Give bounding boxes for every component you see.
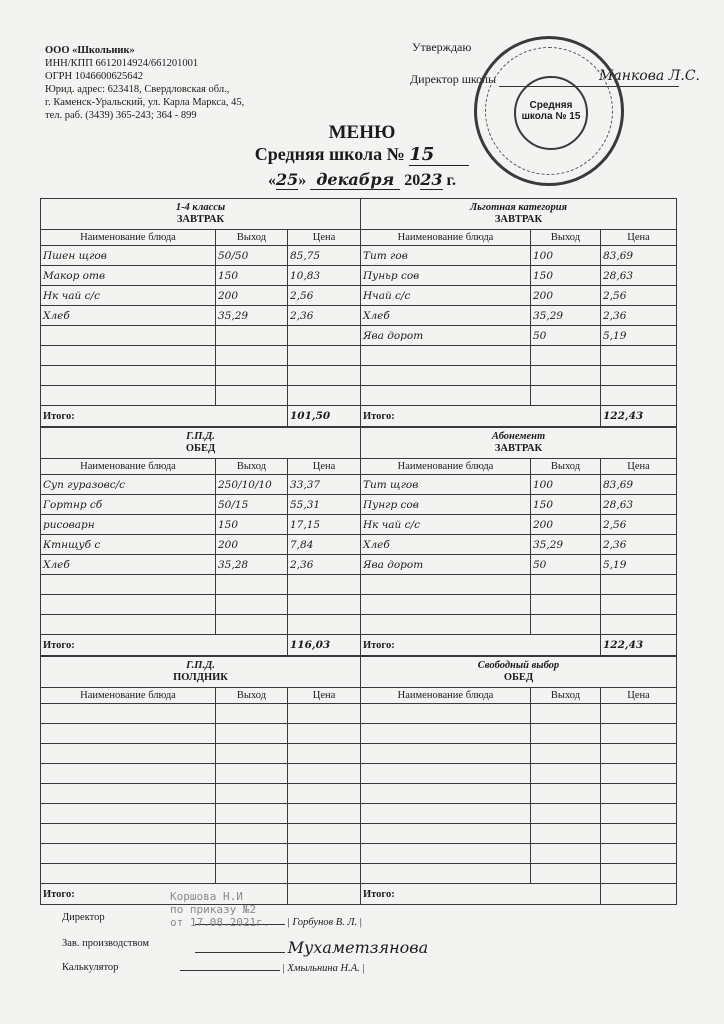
table-row [361, 535, 677, 555]
dish-name: Пшен щгов [41, 246, 216, 266]
dish-name: Хлеб [361, 535, 531, 555]
sig-prod-line [195, 938, 428, 957]
overlay-line-3: от 17.08.2021г. [170, 916, 270, 929]
dish-out [531, 346, 601, 366]
dish-price: 10,83 [288, 266, 361, 286]
dish-name: Пунгр сов [361, 495, 531, 515]
sig-prod-signature: Мухаметзянова [287, 938, 429, 957]
table-row [361, 844, 677, 864]
dish-out [216, 575, 288, 595]
dish-price: 5,19 [601, 326, 677, 346]
col-header-price: Цена [601, 459, 677, 475]
section-header [41, 199, 361, 230]
table-row [41, 704, 361, 724]
dish-name [361, 764, 531, 784]
table-row [41, 764, 361, 784]
sig-prod-label: Зав. производством [62, 938, 150, 949]
dish-name [361, 386, 531, 406]
dish-out [216, 824, 288, 844]
dish-price: 33,37 [288, 475, 361, 495]
table-row [361, 326, 677, 346]
dish-out [216, 724, 288, 744]
total-value: 122,43 [601, 406, 677, 427]
dish-price [288, 724, 361, 744]
section-meal: ЗАВТРАК [494, 443, 543, 454]
section-s3 [40, 427, 361, 656]
dish-out [216, 804, 288, 824]
dish-price: 2,36 [601, 306, 677, 326]
dish-price [288, 704, 361, 724]
dish-out [216, 844, 288, 864]
org-ogrn: ОГРН 1046600625642 [45, 71, 143, 82]
dish-price: 7,84 [288, 535, 361, 555]
table-row [41, 266, 361, 286]
table-row [361, 575, 677, 595]
dish-out [216, 764, 288, 784]
dish-name [361, 824, 531, 844]
date-quote-close: » [298, 172, 307, 189]
dish-price [288, 864, 361, 884]
dish-out [216, 704, 288, 724]
dish-name: Хлеб [41, 555, 216, 575]
dish-name [361, 366, 531, 386]
dish-out [531, 575, 601, 595]
dish-out: 50 [531, 326, 601, 346]
sig-calc-label: Калькулятор [62, 962, 119, 973]
org-inn: ИНН/КПП 6612014924/661201001 [45, 58, 199, 69]
total-value: 122,43 [601, 635, 677, 656]
dish-name: Хлеб [361, 306, 531, 326]
org-name: ООО «Школьник» [45, 45, 135, 56]
total-row [361, 635, 677, 656]
dish-out: 100 [531, 246, 601, 266]
section-group: Льготная категория [469, 202, 568, 213]
table-row [361, 804, 677, 824]
dish-name [41, 386, 216, 406]
dish-name: Тит щгов [361, 475, 531, 495]
table-row [41, 495, 361, 515]
dish-out [531, 844, 601, 864]
dish-out [531, 824, 601, 844]
dish-out [216, 784, 288, 804]
section-meal: ЗАВТРАК [494, 214, 543, 225]
total-row [361, 884, 677, 905]
table-row [361, 744, 677, 764]
col-header-name: Наименование блюда [41, 688, 216, 704]
dish-price [601, 575, 677, 595]
section-header [41, 657, 361, 688]
table-row [41, 286, 361, 306]
table-row [361, 266, 677, 286]
dish-price: 2,56 [288, 286, 361, 306]
section-group: Абонемент [491, 431, 546, 442]
col-header-price: Цена [288, 230, 361, 246]
table-row [361, 704, 677, 724]
overlay-line-2: по приказу №2 [170, 903, 257, 916]
school-prefix: Средняя школа № [254, 144, 405, 164]
table-row [41, 386, 361, 406]
overlay-line-1: Коршова Н.И [170, 890, 243, 903]
dish-price: 5,19 [601, 555, 677, 575]
org-phone: тел. раб. (3439) 365-243; 364 - 899 [45, 110, 197, 121]
total-label: Итого: [41, 635, 288, 656]
table-row [361, 724, 677, 744]
dish-out [531, 764, 601, 784]
dish-name [41, 575, 216, 595]
dish-out: 150 [216, 266, 288, 286]
col-header-out: Выход [531, 459, 601, 475]
table-row [361, 515, 677, 535]
director-school-label: Директор школы [410, 72, 497, 86]
overlay-note [170, 890, 269, 929]
col-header-name: Наименование блюда [361, 230, 531, 246]
dish-out: 200 [216, 286, 288, 306]
total-label: Итого: [361, 406, 601, 427]
dish-price: 28,63 [601, 266, 677, 286]
dish-name: рисоварн [41, 515, 216, 535]
section-group: Г.П.Д. [186, 431, 215, 442]
dish-out [531, 784, 601, 804]
table-row [41, 744, 361, 764]
dish-name [41, 764, 216, 784]
org-address-1: Юрид. адрес: 623418, Свердловская обл., [45, 84, 230, 95]
total-value [288, 884, 361, 905]
total-value: 116,03 [288, 635, 361, 656]
dish-price [601, 615, 677, 635]
total-label: Итого: [361, 884, 601, 905]
dish-price: 83,69 [601, 246, 677, 266]
section-header [361, 428, 677, 459]
col-header-out: Выход [531, 230, 601, 246]
dish-name [361, 575, 531, 595]
dish-price [601, 824, 677, 844]
dish-price [288, 844, 361, 864]
section-header [361, 657, 677, 688]
table-row [361, 824, 677, 844]
dish-name: Макор отв [41, 266, 216, 286]
dish-price [601, 386, 677, 406]
dish-out [216, 615, 288, 635]
total-value [601, 884, 677, 905]
dish-name: Тит гов [361, 246, 531, 266]
dish-price: 2,56 [601, 515, 677, 535]
dish-price [601, 346, 677, 366]
table-row [41, 575, 361, 595]
col-header-name: Наименование блюда [361, 688, 531, 704]
col-header-price: Цена [601, 688, 677, 704]
dish-out: 250/10/10 [216, 475, 288, 495]
table-row [41, 595, 361, 615]
col-header-price: Цена [288, 688, 361, 704]
dish-price: 2,56 [601, 286, 677, 306]
dish-price [288, 326, 361, 346]
dish-name [361, 704, 531, 724]
dish-name [41, 615, 216, 635]
dish-out [216, 346, 288, 366]
section-group: Свободный выбор [477, 660, 560, 671]
school-title [0, 144, 724, 166]
table-row [41, 366, 361, 386]
col-header-price: Цена [288, 459, 361, 475]
section-s6 [360, 656, 677, 905]
dish-out [531, 744, 601, 764]
total-label: Итого: [41, 406, 288, 427]
dish-price [288, 595, 361, 615]
table-row [361, 555, 677, 575]
table-row [41, 784, 361, 804]
dish-name [41, 326, 216, 346]
date-quote-open: « [268, 172, 276, 189]
table-row [41, 804, 361, 824]
dish-name [361, 784, 531, 804]
dish-out [216, 366, 288, 386]
table-row [361, 475, 677, 495]
total-row [41, 635, 361, 656]
col-header-price: Цена [601, 230, 677, 246]
dish-price [601, 804, 677, 824]
dish-price [601, 704, 677, 724]
dish-out [216, 386, 288, 406]
sig-calc-name: Хмыльнина Н.А. [287, 963, 360, 974]
total-label: Итого: [361, 635, 601, 656]
dish-name [361, 744, 531, 764]
table-row [41, 824, 361, 844]
date-year-tail: г. [446, 172, 456, 189]
dish-price: 2,36 [288, 555, 361, 575]
dish-out: 200 [531, 515, 601, 535]
dish-price [288, 366, 361, 386]
date-year: 23 [420, 170, 443, 189]
sig-director-name: Горбунов В. Л. [292, 917, 358, 928]
section-s4 [360, 427, 677, 656]
dish-price [288, 764, 361, 784]
table-row [41, 246, 361, 266]
dish-out: 35,28 [216, 555, 288, 575]
dish-name [361, 595, 531, 615]
dish-price [601, 844, 677, 864]
dish-price [288, 346, 361, 366]
dish-price [288, 615, 361, 635]
dish-price: 17,15 [288, 515, 361, 535]
org-header [45, 44, 244, 122]
sig-director [62, 912, 105, 923]
dish-out: 50 [531, 555, 601, 575]
dish-out [531, 386, 601, 406]
section-s2 [360, 198, 677, 427]
dish-name [41, 366, 216, 386]
table-row [361, 495, 677, 515]
section-meal: ОБЕД [503, 672, 534, 683]
dish-name [41, 744, 216, 764]
dish-name [361, 844, 531, 864]
section-group: Г.П.Д. [186, 660, 215, 671]
table-row [361, 386, 677, 406]
dish-name [41, 704, 216, 724]
dish-price [288, 804, 361, 824]
dish-price [288, 744, 361, 764]
dish-name: Гортнр сб [41, 495, 216, 515]
org-address-2: г. Каменск-Уральский, ул. Карла Маркса, 45, [45, 97, 245, 108]
sig-director-line: | Горбунов В. Л. | [195, 912, 362, 928]
school-number: 15 [409, 144, 469, 166]
table-row [41, 306, 361, 326]
table-row [361, 615, 677, 635]
total-label: Итого: [41, 884, 288, 905]
dish-price [601, 764, 677, 784]
dish-out: 150 [216, 515, 288, 535]
table-row [41, 864, 361, 884]
section-meal: ЗАВТРАК [176, 214, 225, 225]
col-header-out: Выход [216, 459, 288, 475]
dish-out [216, 595, 288, 615]
dish-name: Нк чай с/с [41, 286, 216, 306]
dish-out: 150 [531, 495, 601, 515]
section-meal: ПОЛДНИК [173, 672, 228, 683]
col-header-out: Выход [216, 230, 288, 246]
dish-price: 2,36 [601, 535, 677, 555]
dish-out [531, 615, 601, 635]
section-s5 [40, 656, 361, 905]
table-row [361, 764, 677, 784]
dish-price [288, 575, 361, 595]
table-row [361, 286, 677, 306]
table-row [41, 326, 361, 346]
section-header [41, 428, 361, 459]
dish-out [531, 724, 601, 744]
col-header-name: Наименование блюда [41, 459, 216, 475]
col-header-name: Наименование блюда [41, 230, 216, 246]
dish-name [41, 864, 216, 884]
dish-price [288, 784, 361, 804]
dish-name: Ява дорот [361, 326, 531, 346]
dish-name: Пуньр сов [361, 266, 531, 286]
table-row [41, 844, 361, 864]
dish-price: 28,63 [601, 495, 677, 515]
table-row [41, 475, 361, 495]
table-row [41, 555, 361, 575]
dish-name [361, 804, 531, 824]
table-row [361, 246, 677, 266]
dish-name [41, 346, 216, 366]
dish-name [361, 615, 531, 635]
dish-out [531, 704, 601, 724]
dish-name [361, 346, 531, 366]
table-row [361, 366, 677, 386]
left-column [40, 198, 361, 905]
dish-price: 2,36 [288, 306, 361, 326]
dish-price: 85,75 [288, 246, 361, 266]
dish-price [288, 824, 361, 844]
dish-out: 50/15 [216, 495, 288, 515]
total-value: 101,50 [288, 406, 361, 427]
dish-name: Хлеб [41, 306, 216, 326]
dish-out [216, 326, 288, 346]
total-row [361, 406, 677, 427]
table-row [361, 306, 677, 326]
col-header-name: Наименование блюда [361, 459, 531, 475]
dish-price: 83,69 [601, 475, 677, 495]
dish-name: Нчай с/с [361, 286, 531, 306]
dish-price [601, 864, 677, 884]
dish-name [361, 724, 531, 744]
dish-out [531, 366, 601, 386]
sig-director-label: Директор [62, 912, 105, 923]
dish-price [288, 386, 361, 406]
dish-name [361, 864, 531, 884]
dish-out: 200 [216, 535, 288, 555]
date-year-prefix: 20 [404, 172, 421, 189]
table-row [41, 615, 361, 635]
dish-price [601, 724, 677, 744]
dish-name: Нк чай с/с [361, 515, 531, 535]
dish-out: 100 [531, 475, 601, 495]
section-header [361, 199, 677, 230]
dish-name [41, 824, 216, 844]
menu-date [0, 170, 724, 190]
dish-out [216, 864, 288, 884]
dish-out: 200 [531, 286, 601, 306]
sig-calc-line: | Хмыльнина Н.А. | [180, 958, 364, 974]
stamp-text: Средняя школа № 15 [521, 100, 581, 122]
dish-out [216, 744, 288, 764]
dish-price: 55,31 [288, 495, 361, 515]
dish-out [531, 595, 601, 615]
table-row [41, 724, 361, 744]
date-day: 25 [276, 170, 299, 189]
dish-name [41, 595, 216, 615]
dish-name: Ява дорот [361, 555, 531, 575]
director-signature: Манкова Л.С. [599, 68, 700, 84]
dish-name [41, 804, 216, 824]
col-header-out: Выход [531, 688, 601, 704]
table-row [361, 346, 677, 366]
approve-label: Утверждаю [412, 40, 472, 54]
dish-name [41, 784, 216, 804]
date-month: декабря [310, 170, 400, 190]
section-meal: ОБЕД [185, 443, 216, 454]
dish-out: 35,29 [216, 306, 288, 326]
dish-price [601, 595, 677, 615]
table-row [41, 515, 361, 535]
dish-out: 35,29 [531, 306, 601, 326]
table-row [361, 784, 677, 804]
table-row [361, 595, 677, 615]
table-row [361, 864, 677, 884]
dish-out: 35,29 [531, 535, 601, 555]
table-row [41, 346, 361, 366]
section-group: 1-4 классы [175, 202, 226, 213]
right-column [360, 198, 677, 905]
dish-name [41, 844, 216, 864]
dish-name [41, 724, 216, 744]
dish-name: Ктнщуб с [41, 535, 216, 555]
dish-name: Суп гуразовс/с [41, 475, 216, 495]
section-s1 [40, 198, 361, 427]
dish-out [531, 804, 601, 824]
dish-price [601, 744, 677, 764]
dish-out: 150 [531, 266, 601, 286]
dish-out: 50/50 [216, 246, 288, 266]
table-row [41, 535, 361, 555]
col-header-out: Выход [216, 688, 288, 704]
dish-price [601, 366, 677, 386]
dish-out [531, 864, 601, 884]
menu-title: МЕНЮ [328, 122, 396, 143]
total-row [41, 406, 361, 427]
dish-price [601, 784, 677, 804]
